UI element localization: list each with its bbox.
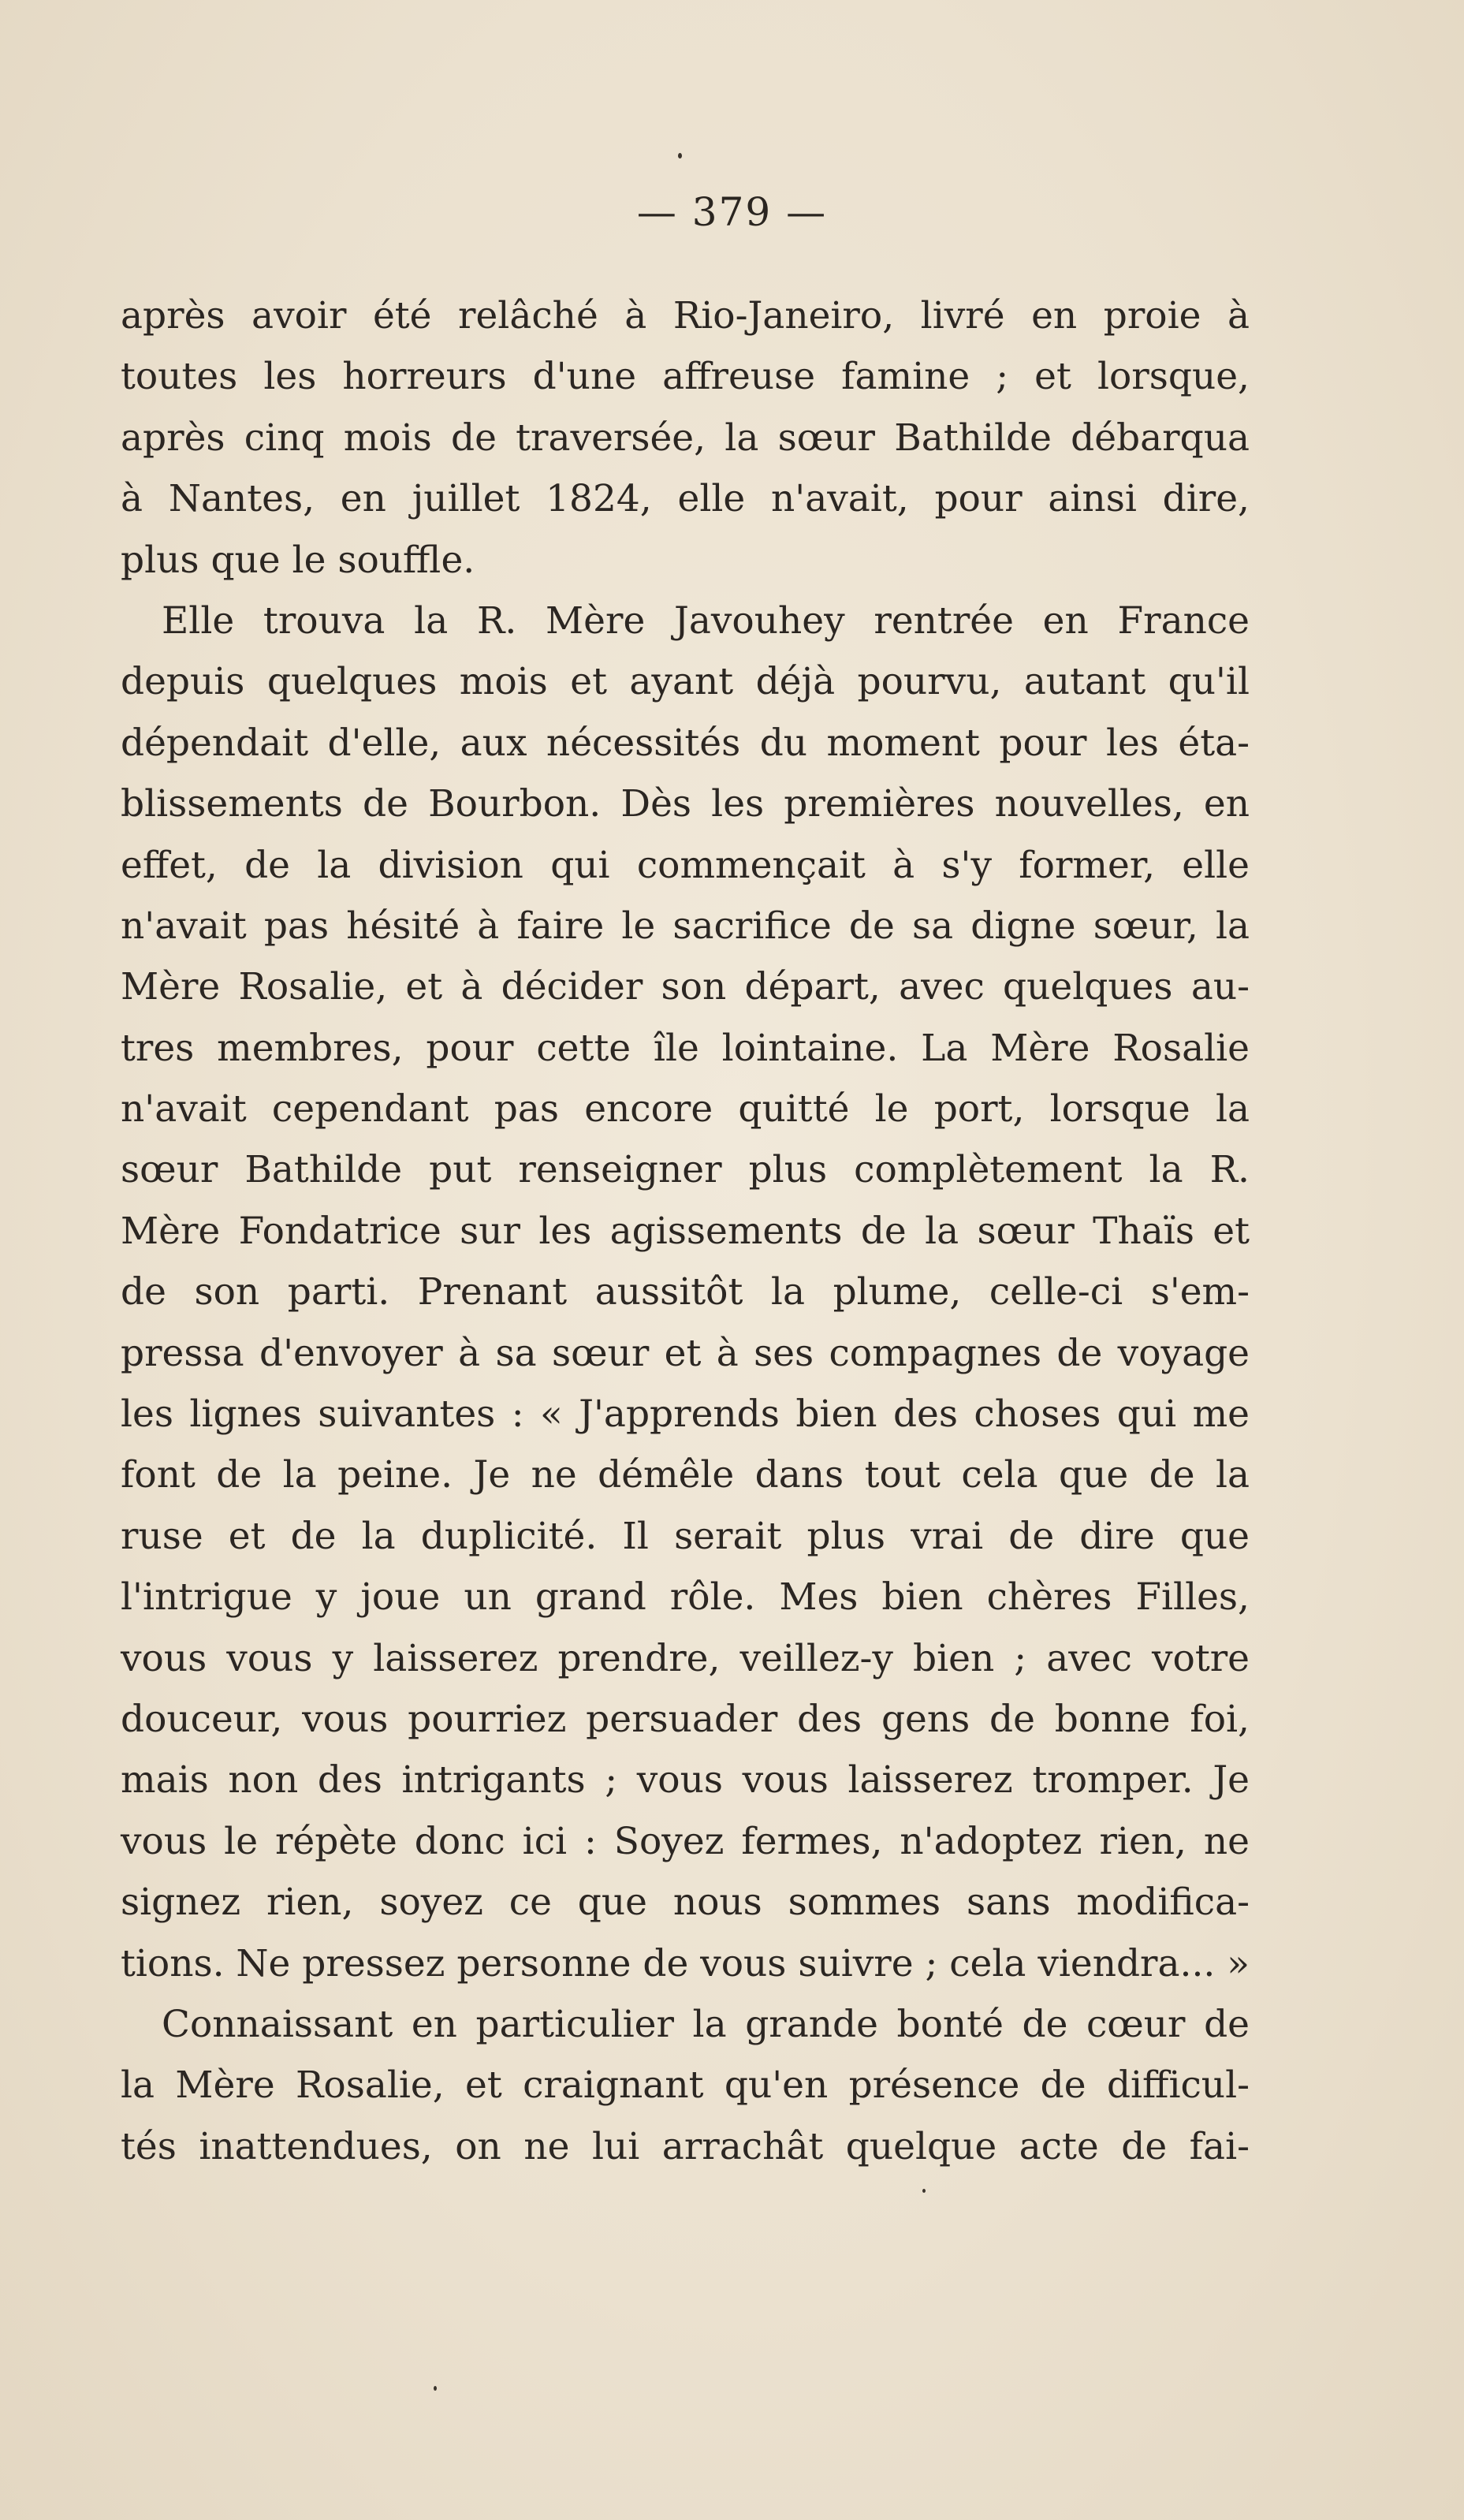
text-line: après avoir été relâché à Rio-Janeiro, livré en proie à [121, 294, 1250, 337]
text-line: n'avait pas hésité à faire le sacrifice de sa digne sœur, la [121, 904, 1250, 948]
text-line: Elle trouva la R. Mère Javouhey rentrée en France [162, 598, 1250, 643]
text-line: sœur Bathilde put renseigner plus complètement la R. [121, 1148, 1250, 1192]
page-number: — 379 — [636, 189, 828, 235]
text-line: la Mère Rosalie, et craignant qu'en présence de difficul- [121, 2063, 1250, 2108]
text-line: Mère Fondatrice sur les agissements de la sœur Thaïs et [121, 1209, 1250, 1253]
text-line: toutes les horreurs d'une affreuse famine ; et lorsque, [121, 355, 1250, 399]
text-line: Mère Rosalie, et à décider son départ, avec quelques au- [121, 965, 1250, 1009]
text-line: pressa d'envoyer à sa sœur et à ses compagnes de voyage [121, 1331, 1250, 1375]
text-line: douceur, vous pourriez persuader des gens de bonne foi, [121, 1697, 1250, 1741]
text-line: après cinq mois de traversée, la sœur Bathilde débarqua [121, 416, 1250, 460]
text-line: Connaissant en particulier la grande bonté de cœur de [162, 2002, 1250, 2046]
text-line: les lignes suivantes : « J'apprends bien des choses qui me [121, 1392, 1250, 1437]
text-line: n'avait cependant pas encore quitté le port, lorsque la [121, 1087, 1250, 1131]
text-line: tres membres, pour cette île lointaine. La Mère Rosalie [121, 1026, 1250, 1070]
text-line: tions. Ne pressez personne de vous suivre ; cela viendra... » [121, 1941, 1250, 1985]
print-speck [678, 153, 682, 158]
text-line: effet, de la division qui commençait à s'y former, elle [121, 843, 1250, 887]
text-line: depuis quelques mois et ayant déjà pourvu, autant qu'il [121, 660, 1250, 704]
text-line: plus que le souffle. [121, 538, 475, 582]
text-line: blissements de Bourbon. Dès les premières nouvelles, en [121, 782, 1250, 826]
text-line: à Nantes, en juillet 1824, elle n'avait, pour ainsi dire, [121, 477, 1250, 521]
print-speck [922, 2189, 926, 2193]
text-line: tés inattendues, on ne lui arrachât quelque acte de fai- [121, 2124, 1250, 2168]
text-line: signez rien, soyez ce que nous sommes sans modifica- [121, 1881, 1250, 1925]
body-text [121, 285, 1250, 2177]
print-speck [434, 2386, 437, 2391]
text-line: dépendait d'elle, aux nécessités du moment pour les éta- [121, 721, 1250, 765]
text-line: l'intrigue y joue un grand rôle. Mes bien chères Filles, [121, 1575, 1250, 1620]
text-line: vous le répète donc ici : Soyez fermes, n'adoptez rien, ne [121, 1819, 1250, 1863]
text-line: vous vous y laisserez prendre, veillez-y bien ; avec votre [121, 1636, 1250, 1680]
text-line: de son parti. Prenant aussitôt la plume, celle-ci s'em- [121, 1270, 1250, 1314]
text-line: font de la peine. Je ne démêle dans tout cela que de la [121, 1453, 1250, 1497]
text-line: mais non des intrigants ; vous vous laisserez tromper. Je [121, 1758, 1250, 1802]
text-line: ruse et de la duplicité. Il serait plus vrai de dire que [121, 1514, 1250, 1558]
